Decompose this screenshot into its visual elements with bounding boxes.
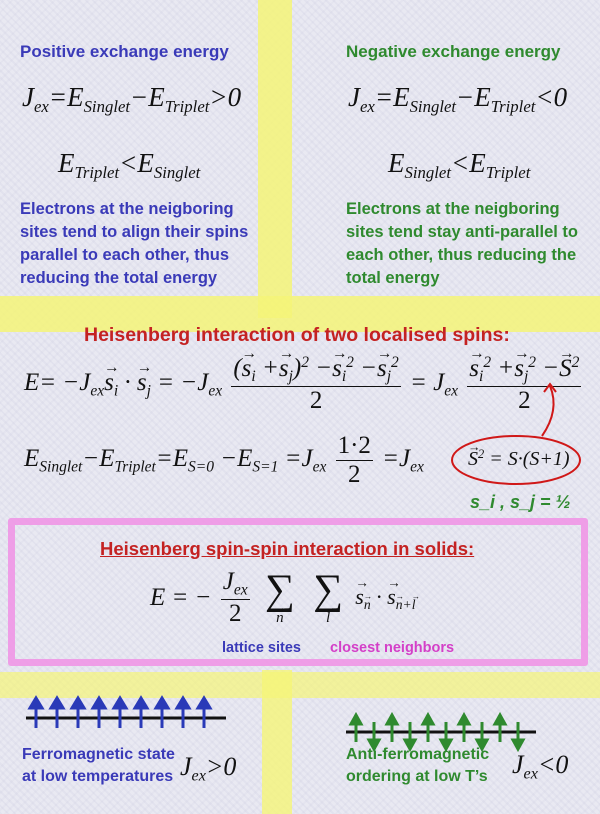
antiferromagnetic-text-2: ordering at low T’s xyxy=(346,768,488,785)
positive-exchange-title: Positive exchange energy xyxy=(20,42,229,61)
yellow-highlight-vertical-lower xyxy=(262,670,292,814)
ferromagnetic-text-1: Ferromagnetic state xyxy=(22,746,175,763)
antiferromagnetic-text-1: Anti-ferromagnetic xyxy=(346,746,490,763)
lattice-sites-label: lattice sites xyxy=(222,640,301,656)
ferromagnetic-spin-chain-drawing xyxy=(26,694,226,734)
negative-exchange-equation: $J_{ex}=E_{Singlet}-E_{Triplet}<0$ xyxy=(348,82,568,116)
singlet-triplet-difference-equation: $E_{Singlet}-E_{Triplet}=E_{S=0} -E_{S=1} =J_{ex}$ $\frac{1\cdot 2}{2}$ $=J_{ex}$ xyxy=(24,432,424,488)
yellow-highlight-vertical xyxy=(258,0,292,318)
heisenberg-energy-equation: $E= -J_{ex}\to s_i$ · → $s_j = -J_{ex}$ $\frac{(\to s_i +\to s_j)^2 -\to s_i^2 -\to s_j^2}{2}$ = $J_{ex}$ → $\frac{s_i^2 +\to s_j^2 -\to S^2}{2}$ xyxy=(24,354,584,415)
ferromagnetic-condition: $J_{ex}>0$ xyxy=(180,752,237,785)
antiferromagnetic-condition: $J_{ex}<0$ xyxy=(512,750,569,783)
closest-neighbors-label: closest neighbors xyxy=(330,640,455,656)
singlet-lt-triplet-equation: $E_{Singlet}<E_{Triplet}$ xyxy=(388,148,531,182)
heisenberg-solids-title: Heisenberg spin-spin interaction in solids: xyxy=(100,538,475,559)
ferromagnetic-text-2: at low temperatures xyxy=(22,768,174,785)
red-annotation-drawing xyxy=(450,380,590,490)
negative-exchange-title: Negative exchange energy xyxy=(346,42,561,61)
positive-exchange-equation: $J_{ex}=E_{Singlet}-E_{Triplet}>0$ xyxy=(22,82,242,116)
triplet-lt-singlet-equation: $E_{Triplet}<E_{Singlet}$ xyxy=(58,148,201,182)
heisenberg-solids-equation: E = − $\frac{J_{ex}}{2}$ ∑ → n ∑ → l → s→ $_n$ · → s→ $_{n+\to l}$ xyxy=(150,568,416,628)
total-spin-squared-equation: → $S^2 = S\cdot(S+1)$ xyxy=(468,447,570,471)
negative-exchange-description: Electrons at the neigboring sites tend stay anti-parallel to each other, thus reducing the total energy xyxy=(346,200,578,287)
heisenberg-two-spins-title: Heisenberg interaction of two localised spins: xyxy=(84,324,510,346)
positive-exchange-description: Electrons at the neigboring sites tend to align their spins parallel to each other, thus reducing the total energy xyxy=(20,200,249,287)
spin-half-annotation: s_i , s_j = ½ xyxy=(470,492,571,512)
